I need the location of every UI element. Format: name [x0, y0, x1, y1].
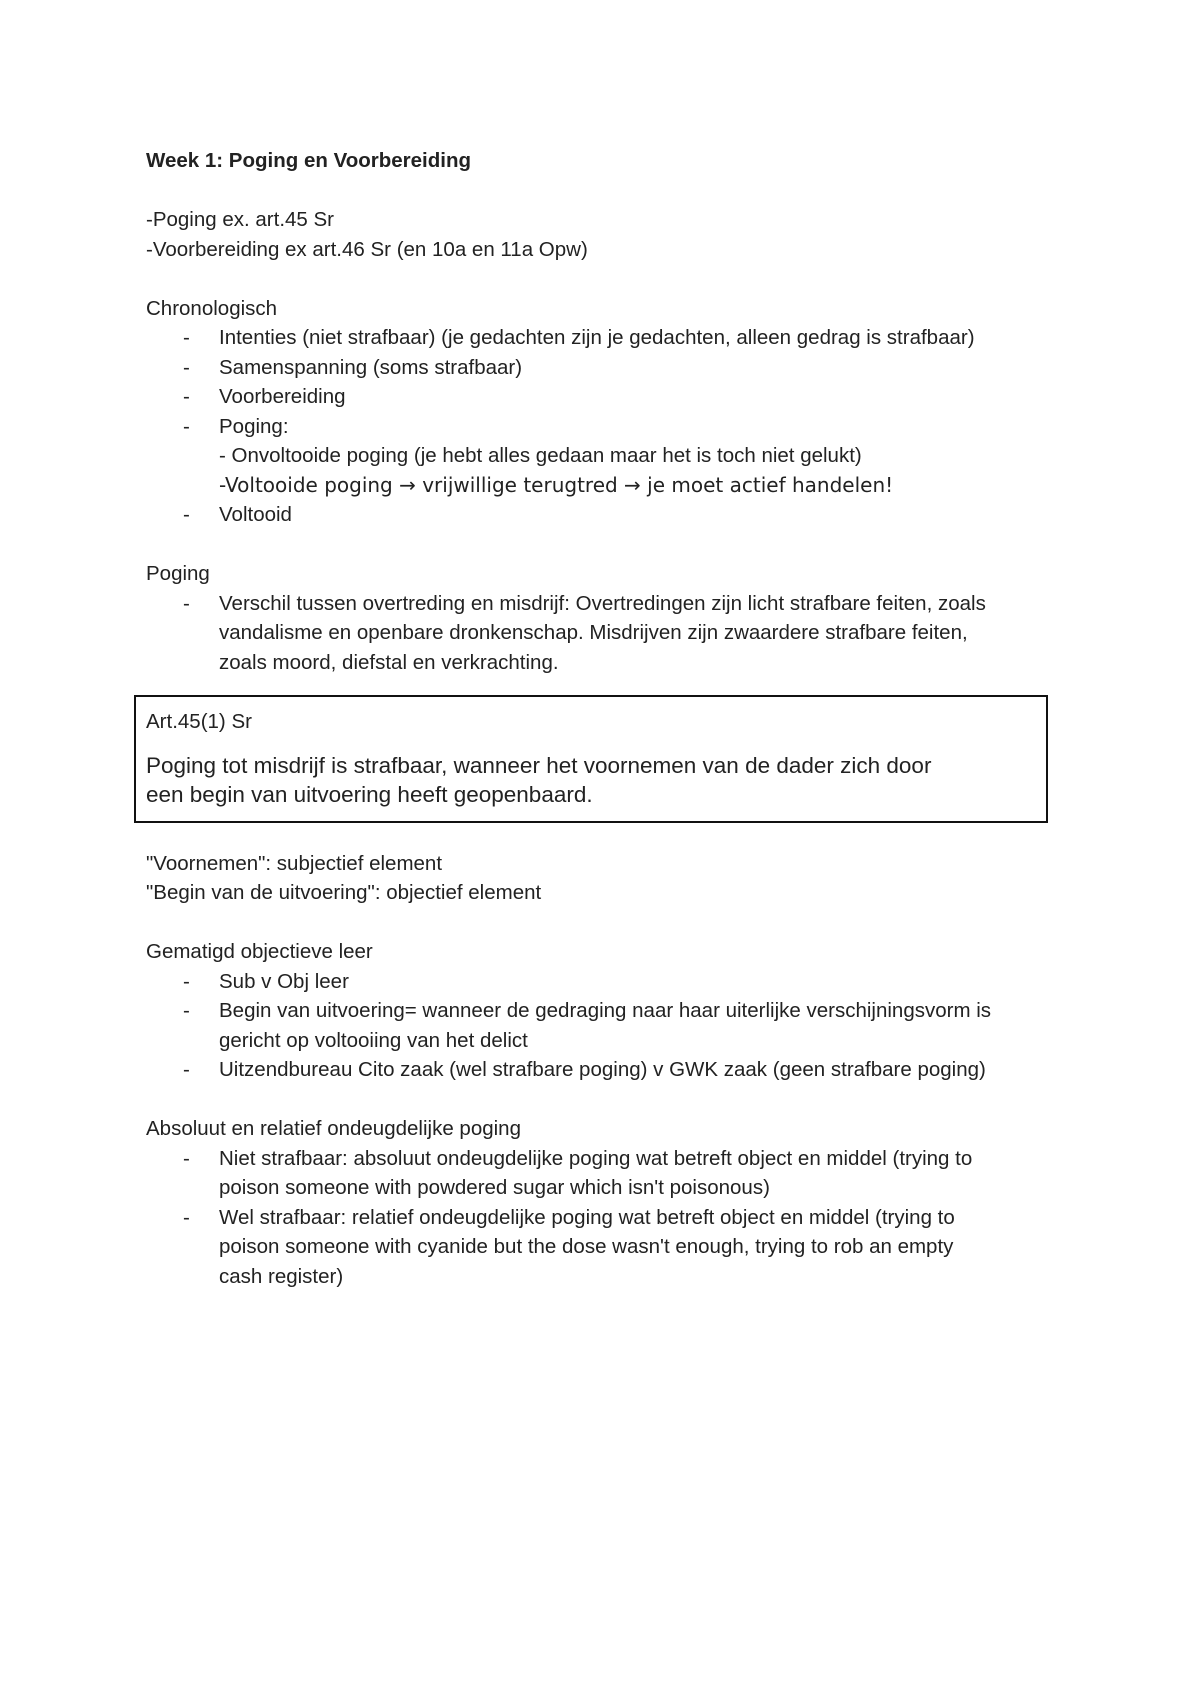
list-dash: - [183, 591, 190, 615]
page-title: Week 1: Poging en Voorbereiding [146, 149, 472, 172]
section-heading-chronologisch: Chronologisch [146, 296, 278, 320]
list-dash: - [183, 1205, 190, 1229]
poging-list [146, 589, 1076, 678]
section-heading-ondeugdelijk: Absoluut en relatief ondeugdelijke poging [146, 1117, 521, 1140]
section-heading-gematigd: Gematigd objectieve leer [146, 940, 373, 963]
list-item-text: Uitzendbureau Cito zaak (wel strafbare poging) v GWK zaak (geen strafbare poging) [219, 1058, 986, 1081]
article-text: Poging tot misdrijf is strafbaar, wanneer het voornemen van de dader zich door [146, 752, 932, 778]
spacer [146, 176, 1076, 206]
spacer [146, 264, 1076, 294]
list-item [146, 589, 1076, 678]
gematigd-list [146, 967, 1076, 1085]
article-reference: Art.45(1) Sr [146, 710, 252, 733]
list-item-text: poison someone with powdered sugar which isn't poisonous) [219, 1176, 770, 1199]
list-item-text: Samenspanning (soms strafbaar) [219, 355, 523, 379]
list-item-text: Wel strafbaar: relatief ondeugdelijke poging wat betreft object en middel (trying to [219, 1205, 955, 1229]
reference-line: -Poging ex. art.45 Sr [146, 208, 335, 231]
list-item-text: Voorbereiding [219, 385, 346, 408]
list-item-text: Poging: [219, 414, 289, 438]
list-item-text: Begin van uitvoering= wanneer de gedraging naar haar uiterlijke verschijningsvorm is [219, 999, 992, 1022]
list-item-text: Niet strafbaar: absoluut ondeugdelijke poging wat betreft object en middel (trying to [219, 1146, 973, 1170]
reference-line: -Voorbereiding ex art.46 Sr (en 10a en 11a Opw) [146, 237, 588, 261]
list-item [146, 412, 1076, 501]
spacer [146, 908, 1076, 938]
list-item-text: cash register) [219, 1264, 344, 1288]
list-item [146, 353, 1076, 383]
list-item [146, 323, 1076, 353]
list-item [146, 500, 1076, 530]
document-content [146, 146, 1076, 1291]
sub-item-text: - Onvoltooide poging (je hebt alles gedaan maar het is toch niet gelukt) [219, 444, 862, 467]
list-item [146, 996, 1076, 1055]
list-dash: - [183, 414, 190, 438]
spacer [146, 1085, 1076, 1115]
element-line: "Voornemen": subjectief element [146, 851, 443, 875]
list-dash: - [183, 355, 190, 379]
list-dash: - [183, 969, 190, 993]
list-item [146, 1144, 1076, 1203]
list-item [146, 967, 1076, 997]
spacer [146, 530, 1076, 560]
list-item-text: zoals moord, diefstal en verkrachting. [219, 650, 559, 674]
list-dash: - [183, 385, 190, 408]
list-item-text: Voltooid [219, 503, 292, 526]
list-item [146, 382, 1076, 412]
article-box [134, 695, 1048, 823]
list-item-text: gericht op voltooiing van het delict [219, 1028, 528, 1052]
section-heading-poging: Poging [146, 562, 210, 585]
element-line: "Begin van de uitvoering": objectief element [146, 881, 542, 904]
list-item-text: Sub v Obj leer [219, 969, 349, 993]
list-item-text: Verschil tussen overtreding en misdrijf: Overtredingen zijn licht strafbare feiten, zoals [219, 591, 986, 615]
list-dash: - [183, 1058, 190, 1081]
list-dash: - [183, 999, 190, 1022]
list-dash: - [183, 503, 190, 526]
ondeugdelijk-list [146, 1144, 1076, 1292]
list-item-text: vandalisme en openbare dronkenschap. Misdrijven zijn zwaardere strafbare feiten, [219, 621, 968, 644]
article-text: een begin van uitvoering heeft geopenbaard. [146, 781, 593, 807]
list-item [146, 1055, 1076, 1085]
list-dash: - [183, 326, 190, 349]
list-item [146, 1203, 1076, 1292]
list-item-text: Intenties (niet strafbaar) (je gedachten zijn je gedachten, alleen gedrag is strafbaar) [219, 326, 975, 349]
list-item-text: poison someone with cyanide but the dose wasn't enough, trying to rob an empty [219, 1235, 954, 1258]
list-dash: - [183, 1146, 190, 1170]
chronologisch-list [146, 323, 1076, 530]
sub-item-text: -Voltooide poging → vrijwillige terugtred → je moet actief handelen! [219, 472, 894, 497]
elements-block [146, 849, 1076, 908]
